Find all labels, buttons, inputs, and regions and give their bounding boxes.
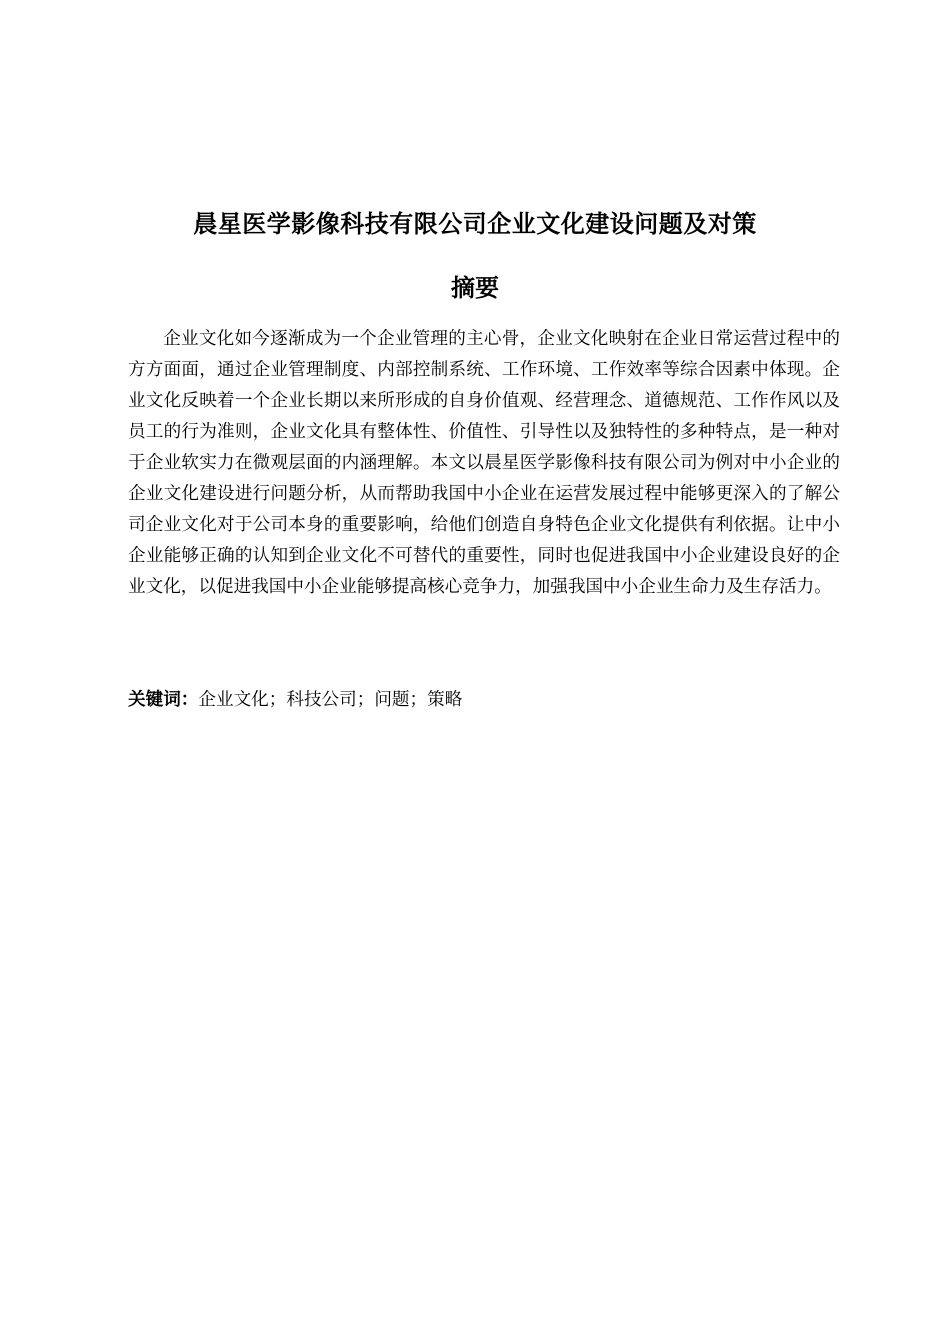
abstract-paragraph: 企业文化如今逐渐成为一个企业管理的主心骨，企业文化映射在企业日常运营过程中的方方面面，通过企业管理制度、内部控制系统、工作环境、工作效率等综合因素中体现。企业文化反映着一个企业长期以来所形成的自身价值观、经营理念、道德规范、工作作风以及员工的行为准则，企业文化具有整体性、价值性、引导性以及独特性的多种特点，是一种对于企业软实力在微观层面的内涵理解。本文以晨星医学影像科技有限公司为例对中小企业的企业文化建设进行问题分析，从而帮助我国中小企业在运营发展过程中能够更深入的了解公司企业文化对于公司本身的重要影响，给他们创造自身特色企业文化提供有利依据。让中小企业能够正确的认知到企业文化不可替代的重要性，同时也促进我国中小企业建设良好的企业文化，以促进我国中小企业能够提高核心竞争力，加强我国中小企业生命力及生存活力。 xyxy=(128,329,840,597)
abstract-heading: 摘要 xyxy=(451,274,499,302)
keywords-list: 企业文化；科技公司；问题；策略 xyxy=(198,690,463,710)
document-title: 晨星医学影像科技有限公司企业文化建设问题及对策 xyxy=(193,210,757,238)
keywords-line xyxy=(128,685,840,715)
keywords-label: 关键词： xyxy=(128,690,199,710)
